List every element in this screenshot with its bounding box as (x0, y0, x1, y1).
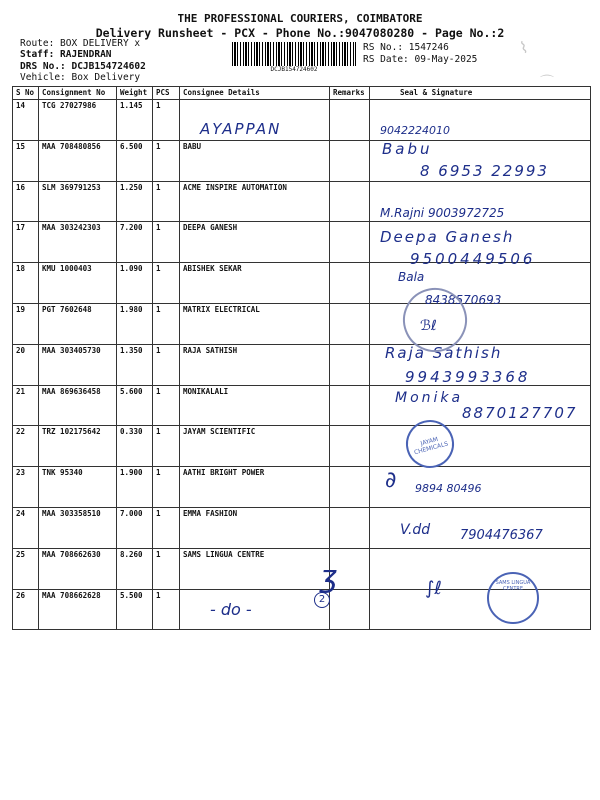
table-row (13, 100, 591, 141)
cell-sno: 16 (13, 181, 39, 222)
cell-weight: 1.090 (117, 263, 153, 304)
table-row (13, 263, 591, 304)
cell-remarks (330, 181, 370, 222)
jayam-stamp: JAYAM CHEMICALS (401, 415, 460, 474)
squiggle-mark-icon: ʒ (320, 560, 338, 595)
cell-weight: 1.980 (117, 303, 153, 344)
signature-scribble2-icon: ℬℓ (420, 318, 437, 334)
cell-consignee: RAJA SATHISH (180, 344, 330, 385)
handwritten-phone-24: 7904476367 (460, 528, 543, 543)
cell-consignment: MAA 303405730 (39, 344, 117, 385)
col-pcs: PCS (153, 87, 180, 100)
handwritten-consignee-14: AYAPPAN (200, 120, 282, 138)
rs-date: RS Date: 09-May-2025 (363, 54, 478, 65)
cell-consignee: BABU (180, 140, 330, 181)
cell-consignee: ABISHEK SEKAR (180, 263, 330, 304)
handwritten-phone-21: 9943993368 (405, 368, 531, 386)
route-label: Route: BOX DELIVERY x (20, 38, 141, 49)
cell-consignee: EMMA FASHION (180, 507, 330, 548)
cell-pcs: 1 (153, 263, 180, 304)
cell-consignee: JAYAM SCIENTIFIC (180, 426, 330, 467)
cell-consignee: MONIKALALI (180, 385, 330, 426)
cell-consignment: MAA 708480856 (39, 140, 117, 181)
cell-remarks (330, 344, 370, 385)
cell-weight: 8.260 (117, 548, 153, 589)
handwritten-signature-16: M.Rajni 9003972725 (380, 206, 505, 220)
cell-sno: 25 (13, 548, 39, 589)
table-row (13, 426, 591, 467)
cell-consignee: AATHI BRIGHT POWER (180, 467, 330, 508)
cell-pcs: 1 (153, 548, 180, 589)
cell-consignment: KMU 1000403 (39, 263, 117, 304)
cell-weight: 6.500 (117, 140, 153, 181)
signature-scribble3-icon: ∫ℓ (425, 578, 442, 599)
drs-label: DRS No.: DCJB154724602 (20, 61, 146, 72)
handwritten-phone-17: 9500449506 (410, 250, 536, 268)
cell-remarks (330, 222, 370, 263)
handwritten-signature-17: Deepa Ganesh (380, 228, 515, 246)
col-weight: Weight (117, 87, 153, 100)
cell-pcs: 1 (153, 100, 180, 141)
cell-weight: 5.600 (117, 385, 153, 426)
col-sno: S No (13, 87, 39, 100)
cell-pcs: 1 (153, 344, 180, 385)
cell-consignment: MAA 303358510 (39, 507, 117, 548)
cell-sno: 22 (13, 426, 39, 467)
cell-sno: 18 (13, 263, 39, 304)
vehicle-label: Vehicle: Box Delivery (20, 72, 141, 83)
cell-consignee: DEEPA GANESH (180, 222, 330, 263)
cell-sno: 24 (13, 507, 39, 548)
faint-mark-icon: ⌇ (517, 37, 531, 58)
cell-remarks (330, 303, 370, 344)
cell-pcs: 1 (153, 181, 180, 222)
handwritten-phone-18: 8438570693 (425, 293, 502, 307)
cell-consignee: MATRIX ELECTRICAL (180, 303, 330, 344)
cell-consignment: TCG 27027986 (39, 100, 117, 141)
rs-number: RS No.: 1547246 (363, 42, 449, 53)
cell-pcs: 1 (153, 222, 180, 263)
cell-consignment: MAA 303242303 (39, 222, 117, 263)
cell-pcs: 1 (153, 467, 180, 508)
handwritten-signature-18: Bala (398, 270, 425, 284)
cell-pcs: 1 (153, 140, 180, 181)
signature-scribble-icon: ∂ (385, 468, 397, 493)
cell-consignee: SAMS LINGUA CENTRE (180, 548, 330, 589)
handwritten-signature-24: V.dd (400, 522, 431, 538)
cell-consignment: SLM 369791253 (39, 181, 117, 222)
barcode-label: DCJB154724602 (270, 66, 318, 73)
cell-consignment: MAA 869636458 (39, 385, 117, 426)
cell-weight: 1.250 (117, 181, 153, 222)
handwritten-signature-14: 9042224010 (380, 124, 450, 137)
cell-consignment: MAA 708662628 (39, 589, 117, 630)
cell-weight: 1.350 (117, 344, 153, 385)
handwritten-phone2-21: 8870127707 (462, 404, 578, 422)
cell-remarks (330, 140, 370, 181)
cell-sno: 15 (13, 140, 39, 181)
handwritten-phone-15: 8 6953 22993 (420, 162, 549, 180)
handwritten-signature-15: Babu (382, 140, 433, 158)
cell-sno: 21 (13, 385, 39, 426)
cell-weight: 1.145 (117, 100, 153, 141)
cell-remarks (330, 589, 370, 630)
handwritten-signature-21: Monika (395, 390, 464, 406)
table-row (13, 467, 591, 508)
cell-remarks (330, 385, 370, 426)
col-consignee: Consignee Details (180, 87, 330, 100)
cell-remarks (330, 507, 370, 548)
faint-mark2-icon: ⌒ (540, 75, 554, 91)
handwritten-consignee-26: - do - (210, 600, 252, 619)
table-header-row (13, 87, 591, 100)
col-consignment: Consignment No (39, 87, 117, 100)
cell-seal (370, 426, 591, 467)
cell-remarks (330, 263, 370, 304)
col-remarks: Remarks (330, 87, 370, 100)
handwritten-signature-23: 9894 80496 (415, 482, 482, 495)
cell-pcs: 1 (153, 303, 180, 344)
cell-consignment: MAA 708662630 (39, 548, 117, 589)
cell-weight: 7.000 (117, 507, 153, 548)
cell-consignment: TNK 95340 (39, 467, 117, 508)
runsheet-subtitle: Delivery Runsheet - PCX - Phone No.:9047080280 - Page No.:2 (95, 26, 505, 40)
cell-pcs: 1 (153, 507, 180, 548)
cell-consignee (180, 589, 330, 630)
cell-sno: 23 (13, 467, 39, 508)
company-title: THE PROFESSIONAL COURIERS, COIMBATORE (177, 12, 423, 25)
cell-sno: 26 (13, 589, 39, 630)
table-row (13, 303, 591, 344)
drs-barcode (232, 42, 356, 66)
cell-seal (370, 589, 591, 630)
cell-remarks (330, 426, 370, 467)
cell-remarks (330, 467, 370, 508)
cell-pcs: 1 (153, 385, 180, 426)
sams-stamp: SAMS LINGUA CENTRE (487, 572, 539, 624)
cell-consignment: TRZ 102175642 (39, 426, 117, 467)
cell-weight: 5.500 (117, 589, 153, 630)
col-seal: Seal & Signature (370, 87, 591, 100)
cell-weight: 0.330 (117, 426, 153, 467)
cell-sno: 17 (13, 222, 39, 263)
cell-weight: 1.900 (117, 467, 153, 508)
cell-remarks (330, 100, 370, 141)
cell-sno: 19 (13, 303, 39, 344)
cell-pcs: 1 (153, 426, 180, 467)
staff-label: Staff: RAJENDRAN (20, 49, 112, 60)
handwritten-ditto-circle: 2 (314, 592, 330, 608)
cell-sno: 20 (13, 344, 39, 385)
cell-seal (370, 548, 591, 589)
cell-pcs: 1 (153, 589, 180, 630)
handwritten-signature-20: Raja Sathish (385, 344, 503, 362)
cell-consignee: ACME INSPIRE AUTOMATION (180, 181, 330, 222)
cell-consignment: PGT 7602648 (39, 303, 117, 344)
cell-sno: 14 (13, 100, 39, 141)
cell-weight: 7.200 (117, 222, 153, 263)
